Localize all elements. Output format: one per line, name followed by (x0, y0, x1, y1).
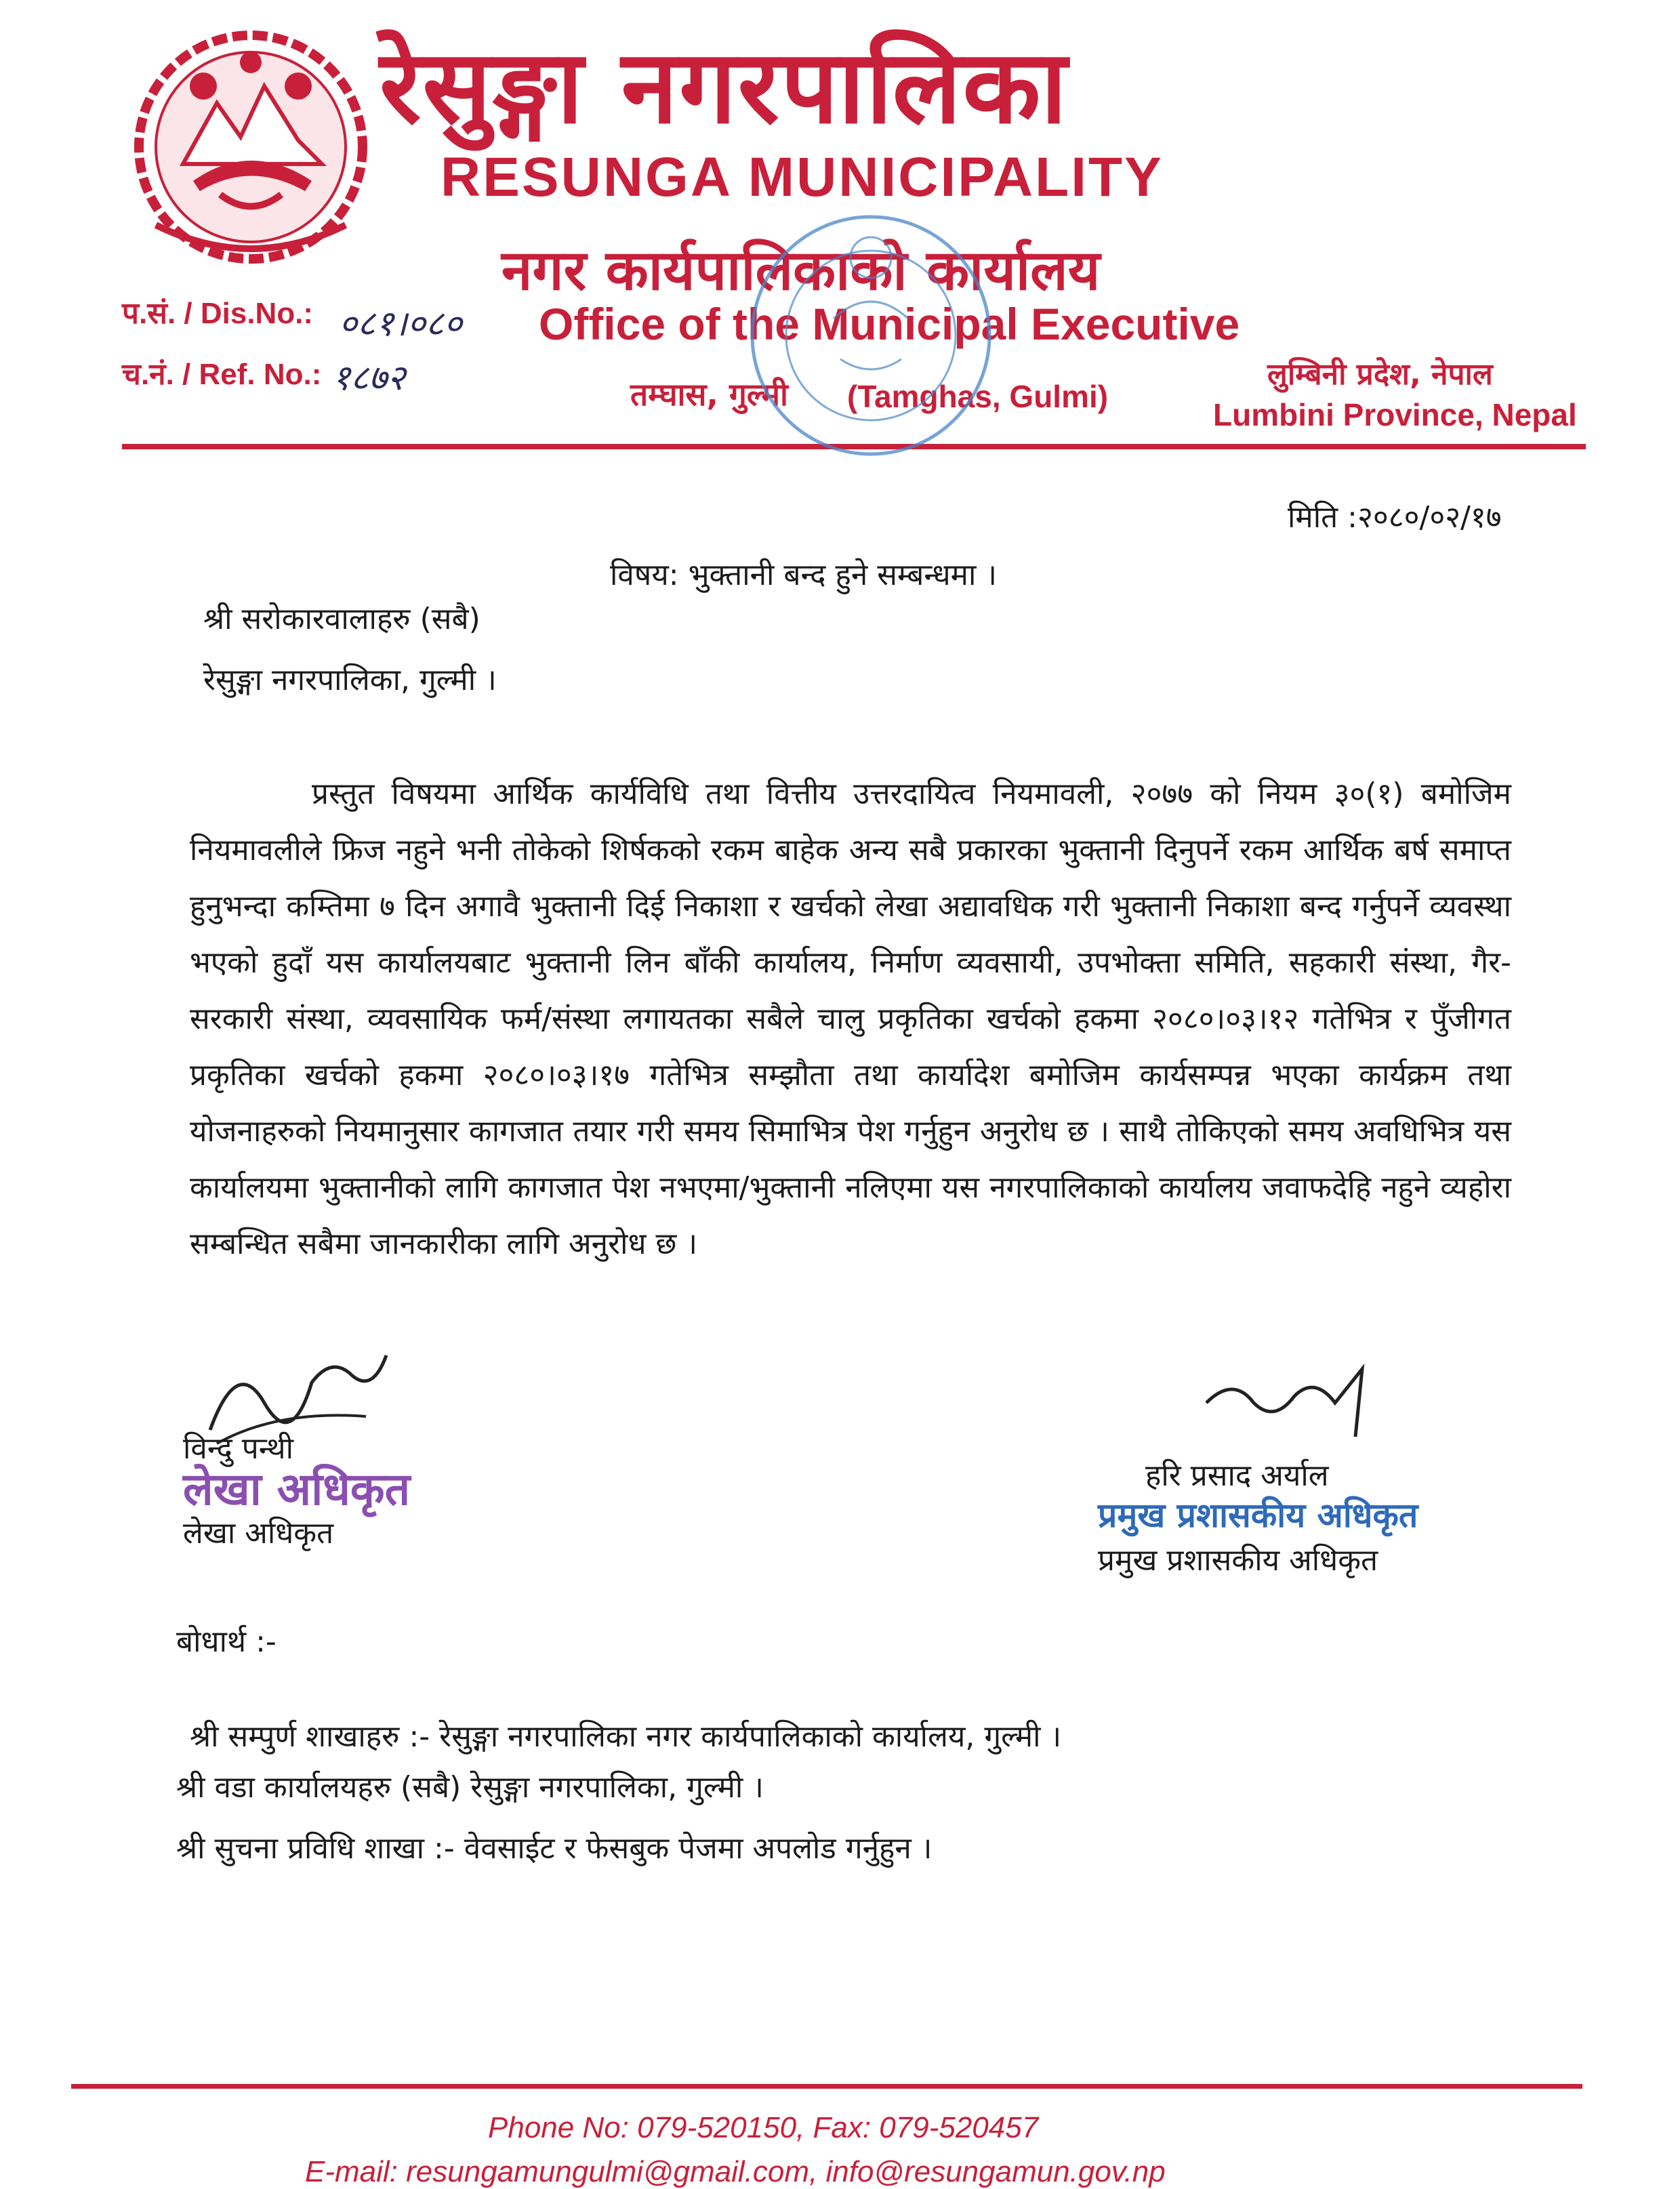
chief-administrative-officer-signature (1200, 1362, 1376, 1444)
cc-list-item: श्री वडा कार्यालयहरु (सबै) रेसुङ्गा नगरपालिका, गुल्मी । (176, 1770, 764, 1805)
office-title-english: Office of the Municipal Executive (539, 299, 1240, 349)
addressee-line-2: रेसुङ्गा नगरपालिका, गुल्मी । (203, 663, 497, 697)
letter-body-paragraph: प्रस्तुत विषयमा आर्थिक कार्यविधि तथा वित्तीय उत्तरदायित्व नियमावली, २०७७ को नियम ३०(१) बमोजिम नियमावलीले फ्रिज नहुने भनी तोकेको शिर्षकको रकम बाहेक अन्य सबै प्रकारका भुक्तानी दिनुपर्ने रकम आर्थिक बर्ष समाप्त हुनुभन्दा कम्तिमा ७ दिन अगावै भुक्तानी दिई निकाशा र खर्चको लेखा अद्यावधिक गरी भुक्तानी निकाशा बन्द गर्नुपर्ने व्यवस्था भएको हुदाँ यस कार्यालयबाट भुक्तानी लिन बाँकी कार्यालय, निर्माण व्यवसायी, उपभोक्ता समिति, सहकारी संस्था, गैर-सरकारी संस्था, व्यवसायिक फर्म/संस्था लगायतका सबैले चालु प्रकृतिका खर्चको हकमा २०८०।०३।१२ गतेभित्र र पुँजीगत प्रकृतिका खर्चको हकमा २०८०।०३।१७ गतेभित्र सम्झौता तथा कार्यादेश बमोजिम कार्यसम्पन्न भएका कार्यक्रम तथा योजनाहरुको नियमानुसार कागजात तयार गरी समय सिमाभित्र पेश गर्नुहुन अनुरोध छ । साथै तोकिएको समय अवधिभित्र यस कार्यालयमा भुक्तानीको लागि कागजात पेश नभएमा/भुक्तानी नलिएमा यस नगरपालिकाको कार्यालय जवाफदेहि नहुने व्यहोरा सम्बन्धित सबैमा जानकारीका लागि अनुरोध छ । (190, 777, 1511, 1261)
chief-administrative-officer-name: हरि प्रसाद अर्याल (1145, 1458, 1329, 1493)
municipality-title-nepali: रेसुङ्गा नगरपालिका (380, 28, 1069, 146)
office-title-nepali: नगर कार्यपालिकाको कार्यालय (501, 239, 1101, 303)
accounts-officer-name: विन्दु पन्थी (183, 1431, 294, 1466)
municipality-title-english: RESUNGA MUNICIPALITY (441, 146, 1164, 208)
address-nepali: तम्घास, गुल्मी (630, 376, 788, 413)
office-seal-stamp (739, 203, 1003, 468)
cc-heading: बोधार्थ :- (176, 1624, 276, 1659)
cc-list-item: श्री सम्पुर्ण शाखाहरु :- रेसुङ्गा नगरपालिका नगर कार्यपालिकाको कार्यालय, गुल्मी । (190, 1719, 1062, 1754)
chief-administrative-officer-title: प्रमुख प्रशासकीय अधिकृत (1098, 1543, 1378, 1578)
nepal-emblem-logo (129, 22, 373, 272)
chief-administrative-officer-stamp: प्रमुख प्रशासकीय अधिकृत (1098, 1496, 1418, 1535)
province-english: Lumbini Province, Nepal (1213, 397, 1577, 432)
letter-date: मिति :२०८०/०२/१७ (1288, 500, 1502, 535)
accounts-officer-stamp: लेखा अधिकृत (183, 1463, 411, 1515)
reference-number-value: १८७२ (332, 358, 406, 398)
cc-list-item: श्री सुचना प्रविधि शाखा :- वेवसाईट र फेसबुक पेजमा अपलोड गर्नुहुन । (176, 1831, 933, 1866)
footer-email: E-mail: resungamungulmi@gmail.com, info@resungamun.gov.np (305, 2155, 1166, 2188)
dispatch-number-value: ०८१।०८० (339, 304, 462, 344)
province-nepali: लुम्बिनी प्रदेश, नेपाल (1267, 357, 1493, 392)
footer-divider (71, 2084, 1582, 2089)
accounts-officer-title: लेखा अधिकृत (183, 1516, 334, 1551)
footer-phone-fax: Phone No: 079-520150, Fax: 079-520457 (488, 2111, 1039, 2144)
dispatch-number-label: प.सं. / Dis.No.: (122, 297, 314, 330)
addressee-line-1: श्री सरोकारवालाहरु (सबै) (203, 602, 480, 636)
address-english: (Tamghas, Gulmi) (847, 379, 1109, 414)
reference-number-label: च.नं. / Ref. No.: (122, 358, 322, 391)
letter-subject: विषय: भुक्तानी बन्द हुने सम्बन्धमा । (610, 558, 998, 592)
